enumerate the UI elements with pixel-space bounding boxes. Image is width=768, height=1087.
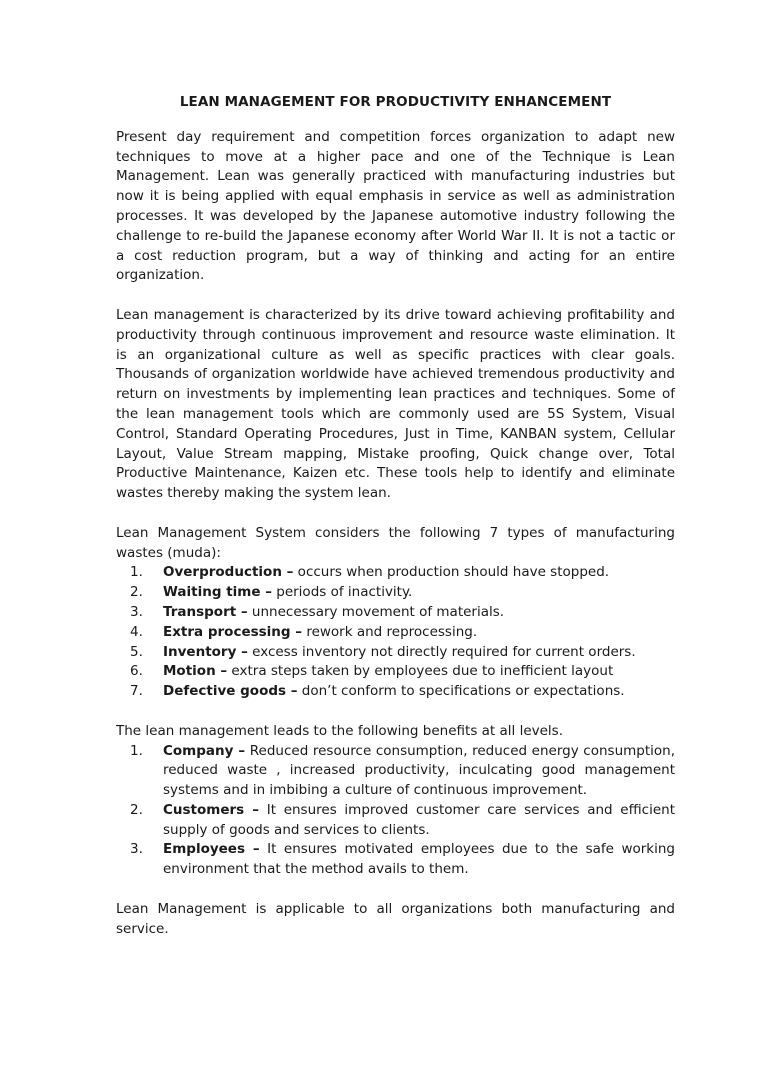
list-item bbox=[116, 801, 675, 841]
list-number: 3. bbox=[130, 841, 143, 858]
list-item bbox=[116, 643, 675, 663]
list-description: periods of inactivity. bbox=[271, 584, 413, 601]
list-term: Waiting time – bbox=[163, 584, 272, 601]
list-term: Transport – bbox=[163, 603, 248, 620]
paragraph-intro: Present day requirement and competition forces organization to adapt new techniques to move at a higher pace and one of the Technique is Lean Management. Lean was generally practiced with manufacturing industries but now it is being applied with equal emphasis in service as well as administration processes. It was developed by the Japanese automotive industry following the challenge to re-build the Japanese economy after World War II. It is not a tactic or a cost reduction program, but a way of thinking and acting for an entire organization. bbox=[116, 128, 675, 284]
list-number: 1. bbox=[130, 742, 143, 759]
list-term: Extra processing – bbox=[163, 623, 303, 640]
paragraph-benefits-intro: The lean management leads to the following benefits at all levels. bbox=[116, 722, 564, 739]
benefits-list bbox=[116, 742, 675, 881]
list-term: Company – bbox=[163, 742, 246, 759]
document-page bbox=[116, 93, 675, 939]
list-description: It ensures motivated employees due to the safe working environment that the method avails to them. bbox=[163, 841, 675, 878]
list-number: 5. bbox=[130, 643, 143, 660]
list-item bbox=[116, 583, 675, 603]
list-number: 3. bbox=[130, 603, 143, 620]
list-item bbox=[116, 563, 675, 583]
document-title: LEAN MANAGEMENT FOR PRODUCTIVITY ENHANCEMENT bbox=[179, 94, 612, 110]
list-term: Motion – bbox=[163, 663, 228, 680]
list-number: 2. bbox=[130, 584, 143, 601]
list-term: Customers – bbox=[163, 801, 260, 818]
list-item bbox=[116, 840, 675, 880]
list-description: unnecessary movement of materials. bbox=[247, 603, 505, 620]
list-item bbox=[116, 662, 675, 682]
list-number: 4. bbox=[130, 623, 143, 640]
list-item bbox=[116, 603, 675, 623]
list-term: Inventory – bbox=[163, 643, 248, 660]
list-item bbox=[116, 742, 675, 801]
list-item bbox=[116, 623, 675, 643]
list-term: Defective goods – bbox=[163, 683, 298, 700]
list-description: rework and reprocessing. bbox=[302, 623, 478, 640]
list-term: Employees – bbox=[163, 841, 260, 858]
list-number: 7. bbox=[130, 683, 143, 700]
paragraph-conclusion: Lean Management is applicable to all organizations both manufacturing and service. bbox=[116, 900, 675, 937]
list-description: occurs when production should have stopped. bbox=[293, 564, 610, 581]
list-number: 1. bbox=[130, 564, 143, 581]
list-term: Overproduction – bbox=[163, 564, 294, 581]
list-description: Reduced resource consumption, reduced energy consumption, reduced waste , increased productivity, inculcating good management systems and in imbibing a culture of continuous improvement. bbox=[163, 742, 676, 799]
list-description: excess inventory not directly required for current orders. bbox=[247, 643, 636, 660]
paragraph-characteristics: Lean management is characterized by its drive toward achieving profitability and productivity through continuous improvement and resource waste elimination. It is an organizational culture as well as specific practices with clear goals. Thousands of organization worldwide have achieved tremendous productivity and return on investments by implementing lean practices and techniques. Some of the lean management tools which are commonly used are 5S System, Visual Control, Standard Operating Procedures, Just in Time, KANBAN system, Cellular Layout, Value Stream mapping, Mistake proofing, Quick change over, Total Productive Maintenance, Kaizen etc. These tools help to identify and eliminate wastes thereby making the system lean. bbox=[116, 306, 675, 502]
wastes-list bbox=[116, 563, 675, 702]
list-description: extra steps taken by employees due to inefficient layout bbox=[227, 663, 614, 680]
list-number: 6. bbox=[130, 663, 143, 680]
list-number: 2. bbox=[130, 801, 143, 818]
list-description: It ensures improved customer care services and efficient supply of goods and services to clients. bbox=[163, 801, 675, 838]
paragraph-wastes-intro: Lean Management System considers the following 7 types of manufacturing wastes (muda): bbox=[116, 524, 675, 561]
list-item bbox=[116, 682, 675, 702]
list-description: don’t conform to specifications or expectations. bbox=[297, 683, 625, 700]
